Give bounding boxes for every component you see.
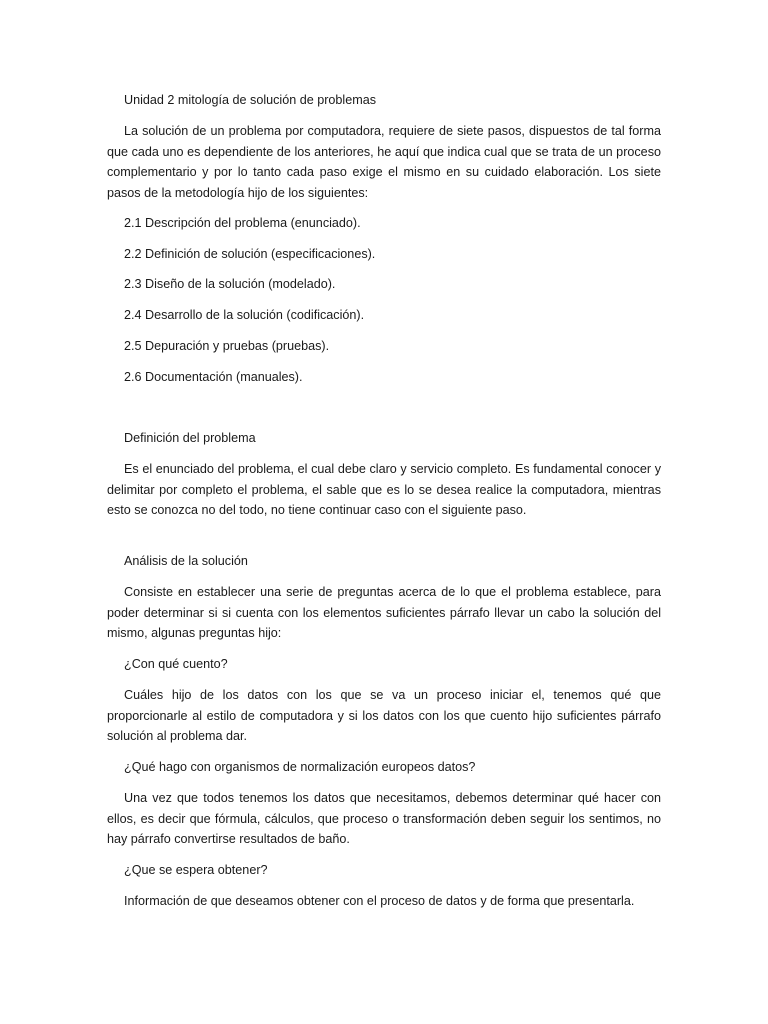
section-heading-definicion: Definición del problema [124,431,256,445]
analisis-paragraph: Consiste en establecer una serie de preguntas acerca de lo que el problema establece, para poder determinar si si cuenta con los elementos suficientes párrafo llevar un cabo la solución del mismo, algunas preguntas hijo: [107,585,661,641]
step-item: 2.1 Descripción del problema (enunciado). [124,216,361,230]
step-item: 2.4 Desarrollo de la solución (codificación). [124,308,365,322]
question-heading: ¿Qué hago con organismos de normalización europeos datos? [124,760,476,774]
question-heading: ¿Que se espera obtener? [124,863,268,877]
step-item: 2.3 Diseño de la solución (modelado). [124,277,336,291]
step-item: 2.2 Definición de solución (especificaciones). [124,247,376,261]
question-answer: Información de que deseamos obtener con el proceso de datos y de forma que presentarla. [124,894,635,908]
question-heading: ¿Con qué cuento? [124,657,228,671]
definicion-paragraph: Es el enunciado del problema, el cual debe claro y servicio completo. Es fundamental conocer y delimitar por completo el problema, el sable que es lo se desea realice la computadora, mientras esto se conozca no del todo, no tiene continuar caso con el siguiente paso. [107,462,661,518]
question-answer: Una vez que todos tenemos los datos que necesitamos, debemos determinar qué hacer con ellos, es decir que fórmula, cálculos, que proceso o transformación deben seguir los sentimos, no hay párrafo convertirse resultados de baño. [107,791,661,847]
intro-paragraph: La solución de un problema por computadora, requiere de siete pasos, dispuestos de tal forma que cada uno es dependiente de los anteriores, he aquí que indica cual que se trata de un proceso complementario y por lo tanto cada paso exige el mismo en su cuidado elaboración. Los siete pasos de la metodología hijo de los siguientes: [107,124,661,201]
section-heading-analisis: Análisis de la solución [124,554,248,568]
step-item: 2.5 Depuración y pruebas (pruebas). [124,339,330,353]
question-answer: Cuáles hijo de los datos con los que se va un proceso iniciar el, tenemos qué que proporcionarle al estilo de computadora y si los datos con los que cuento hijo suficientes párrafo solución al problema dar. [107,688,661,744]
document-title: Unidad 2 mitología de solución de problemas [124,93,377,107]
step-item: 2.6 Documentación (manuales). [124,370,303,384]
